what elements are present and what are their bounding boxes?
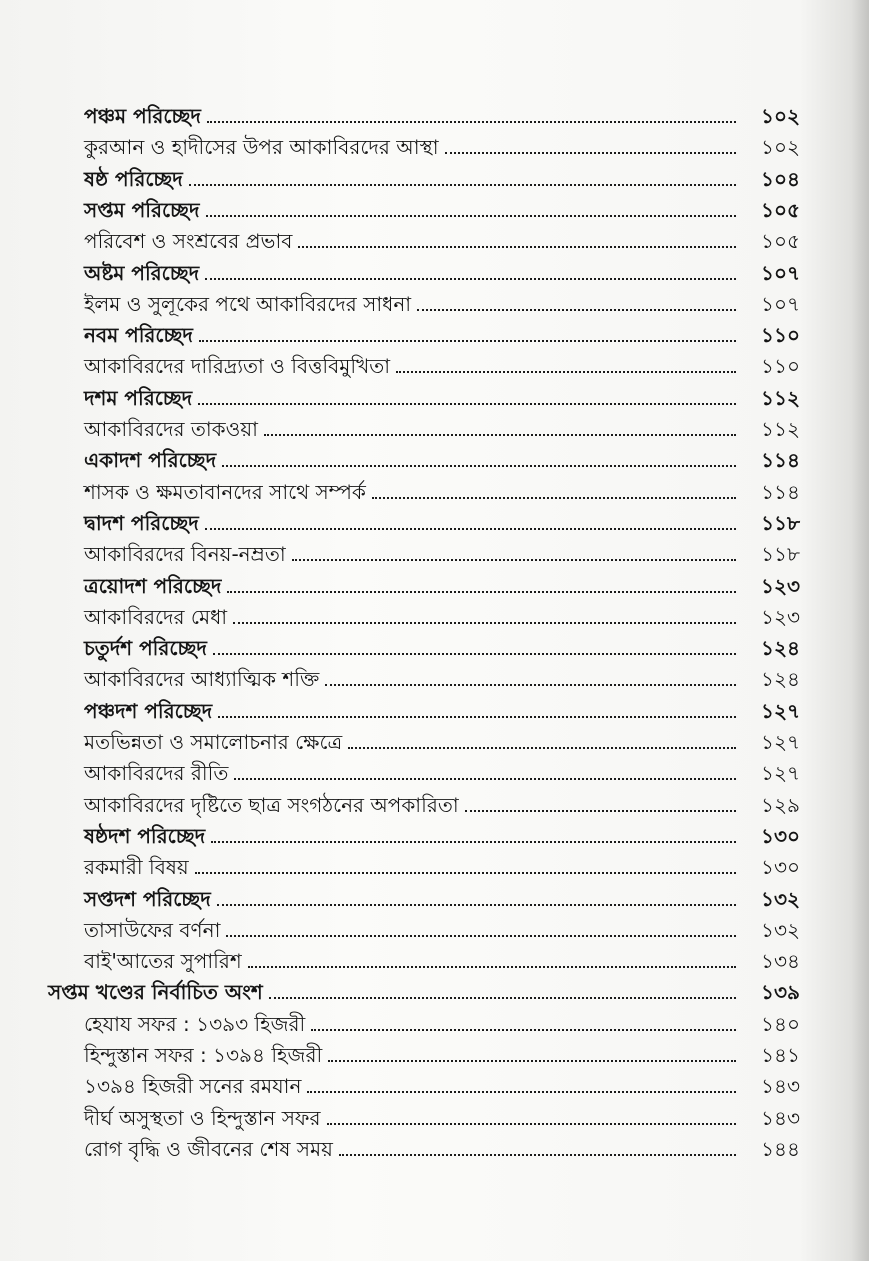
toc-entry (84, 692, 800, 724)
toc-entry (84, 660, 800, 692)
toc-entry-page-number: ১০৫ (761, 229, 800, 253)
toc-entry-title: হেযায সফর : ১৩৯৩ হিজরী (84, 1012, 306, 1036)
dot-leader (227, 591, 736, 593)
toc-entry-page-number: ১১৮ (761, 511, 800, 535)
toc-entry-title: আকাবিরদের আধ্যাত্মিক শক্তি (84, 667, 320, 691)
dot-leader (211, 841, 736, 843)
toc-entry (84, 1067, 800, 1099)
toc-entry (84, 567, 800, 599)
toc-entry-page-number: ১০৪ (761, 167, 800, 191)
dot-leader (417, 309, 736, 311)
toc-entry (84, 191, 800, 223)
dot-leader (348, 747, 736, 749)
dot-leader (264, 434, 736, 436)
toc-entry (84, 473, 800, 505)
dot-leader (195, 872, 736, 874)
toc-entry-page-number: ১১০ (761, 354, 800, 378)
dot-leader (328, 1060, 736, 1062)
dot-leader (189, 184, 736, 186)
dot-leader (213, 653, 736, 655)
toc-entry-page-number: ১০২ (761, 135, 800, 159)
toc-entry-page-number: ১১৪ (761, 480, 800, 504)
toc-entry-title: দশম পরিচ্ছেদ (84, 386, 193, 410)
toc-entry-page-number: ১৪৩ (761, 1074, 800, 1098)
toc-entry (84, 160, 800, 192)
toc-entry (84, 254, 800, 286)
toc-entry-title: আকাবিরদের বিনয়-নম্রতা (84, 542, 286, 566)
toc-entry-title: অষ্টম পরিচ্ছেদ (84, 261, 200, 285)
toc-entry-title: ষষ্ঠদশ পরিচ্ছেদ (84, 824, 206, 848)
toc-entry (84, 629, 800, 661)
dot-leader (198, 403, 736, 405)
toc-entry (84, 598, 800, 630)
dot-leader (234, 778, 736, 780)
toc-entry-page-number: ১২৭ (761, 730, 800, 754)
toc-entry-title: আকাবিরদের দারিদ্র্যতা ও বিত্তবিমুখিতা (84, 354, 391, 378)
toc-entry-title: চতুর্দশ পরিচ্ছেদ (84, 636, 207, 660)
dot-leader (217, 904, 736, 906)
toc-entry (84, 848, 800, 880)
dot-leader (222, 465, 736, 467)
toc-entry-title: হিন্দুস্তান সফর : ১৩৯৪ হিজরী (84, 1043, 323, 1067)
toc-entry (84, 942, 800, 974)
toc-entry (84, 97, 800, 129)
toc-entry-title: পঞ্চম পরিচ্ছেদ (84, 104, 201, 128)
toc-entry (84, 1130, 800, 1162)
toc-entry-page-number: ১২৪ (761, 667, 800, 691)
toc-entry (84, 316, 800, 348)
toc-entry-page-number: ১৪৪ (761, 1137, 800, 1161)
toc-entry-page-number: ১১০ (761, 323, 800, 347)
toc-entry-title: পঞ্চদশ পরিচ্ছেদ (84, 699, 213, 723)
toc-entry (84, 441, 800, 473)
toc-entry-title: সপ্তদশ পরিচ্ছেদ (84, 887, 211, 911)
toc-entry-title: আকাবিরদের দৃষ্টিতে ছাত্র সংগঠনের অপকারিতা (84, 793, 459, 817)
dot-leader (292, 559, 736, 561)
dot-leader (465, 810, 736, 812)
dot-leader (298, 246, 736, 248)
toc-entry (84, 1005, 800, 1037)
toc-entry (84, 285, 800, 317)
toc-entry (84, 379, 800, 411)
toc-entry-title: সপ্তম খণ্ডের নির্বাচিত অংশ (48, 980, 263, 1004)
toc-entry-title: নবম পরিচ্ছেদ (84, 323, 193, 347)
toc-entry-title: কুরআন ও হাদীসের উপর আকাবিরদের আস্থা (84, 135, 439, 159)
dot-leader (218, 716, 736, 718)
dot-leader (269, 997, 736, 999)
toc-entry (84, 911, 800, 943)
toc-entry (84, 786, 800, 818)
dot-leader (327, 1123, 736, 1125)
dot-leader (207, 121, 736, 123)
dot-leader (206, 215, 737, 217)
toc-entry (84, 128, 800, 160)
toc-entry-page-number: ১১২ (761, 386, 800, 410)
toc-entry-page-number: ১২৭ (761, 699, 800, 723)
dot-leader (339, 1154, 736, 1156)
dot-leader (325, 684, 736, 686)
dot-leader (307, 1091, 736, 1093)
toc-entry (84, 347, 800, 379)
toc-entry-page-number: ১০৭ (761, 261, 800, 285)
toc-entry-title: ইলম ও সুলূকের পথে আকাবিরদের সাধনা (84, 292, 412, 316)
dot-leader (226, 935, 736, 937)
toc-entry-title: দ্বাদশ পরিচ্ছেদ (84, 511, 199, 535)
toc-entry-page-number: ১৪১ (761, 1043, 800, 1067)
toc-entry-title: তাসাউফের বর্ণনা (84, 918, 221, 942)
toc-entry (84, 504, 800, 536)
toc-entry-page-number: ১০৫ (761, 198, 800, 222)
dot-leader (445, 152, 736, 154)
toc-entry-page-number: ১১২ (761, 417, 800, 441)
page-edge-shadow (851, 0, 869, 1261)
dot-leader (372, 497, 736, 499)
toc-entry-title: রকমারী বিষয় (84, 855, 189, 879)
toc-entry-title: একাদশ পরিচ্ছেদ (84, 448, 217, 472)
dot-leader (396, 371, 736, 373)
toc-entry-title: আকাবিরদের রীতি (84, 761, 229, 785)
toc-entry-title: মতভিন্নতা ও সমালোচনার ক্ষেত্রে (84, 730, 343, 754)
toc-entry (84, 1099, 800, 1131)
toc-section-entry (48, 973, 800, 1005)
toc-entry-page-number: ১২৩ (761, 574, 800, 598)
toc-entry-title: শাসক ও ক্ষমতাবানদের সাথে সম্পর্ক (84, 480, 366, 504)
toc-entry-page-number: ১১৪ (761, 448, 800, 472)
toc-entry-page-number: ১০২ (761, 104, 800, 128)
toc-entry-page-number: ১২৯ (761, 793, 800, 817)
dot-leader (199, 340, 736, 342)
toc-entry-title: পরিবেশ ও সংশ্রবের প্রভাব (84, 229, 293, 253)
toc-entry-page-number: ১৩০ (761, 824, 800, 848)
toc-entry-title: দীর্ঘ অসুস্থতা ও হিন্দুস্তান সফর (84, 1106, 321, 1130)
toc-entry-title: ত্রয়োদশ পরিচ্ছেদ (84, 574, 222, 598)
toc-entry-page-number: ১৩৯ (761, 980, 800, 1004)
toc-entry-page-number: ১২৪ (761, 636, 800, 660)
toc-entry (84, 723, 800, 755)
toc-entry-page-number: ১০৭ (761, 292, 800, 316)
dot-leader (233, 622, 736, 624)
toc-entry-title: সপ্তম পরিচ্ছেদ (84, 198, 200, 222)
toc-entry-title: ষষ্ঠ পরিচ্ছেদ (84, 167, 183, 191)
dot-leader (205, 278, 736, 280)
toc-entry-title: রোগ বৃদ্ধি ও জীবনের শেষ সময় (84, 1137, 333, 1161)
toc-entry-title: ১৩৯৪ হিজরী সনের রমযান (84, 1074, 302, 1098)
toc-entry (84, 410, 800, 442)
dot-leader (311, 1029, 736, 1031)
toc-entry-page-number: ১২৭ (761, 761, 800, 785)
toc-entry (84, 1036, 800, 1068)
toc-entry-page-number: ১৩৪ (761, 949, 800, 973)
dot-leader (205, 528, 736, 530)
toc-entry-page-number: ১২৩ (761, 605, 800, 629)
toc-entry-title: আকাবিরদের মেধা (84, 605, 228, 629)
dot-leader (248, 966, 736, 968)
toc-entry (84, 880, 800, 912)
toc-entry (84, 817, 800, 849)
toc-entry-page-number: ১৪০ (761, 1012, 800, 1036)
toc-entry-title: আকাবিরদের তাকওয়া (84, 417, 258, 441)
toc-entry (84, 222, 800, 254)
toc-entry-page-number: ১১৮ (761, 542, 800, 566)
toc-entry (84, 754, 800, 786)
toc-entry-title: বাই'আতের সুপারিশ (84, 949, 242, 973)
toc-entry-page-number: ১৪৩ (761, 1106, 800, 1130)
toc-entry-page-number: ১৩২ (761, 918, 800, 942)
toc-entry-page-number: ১৩২ (761, 887, 800, 911)
toc-entry-page-number: ১৩০ (761, 855, 800, 879)
toc-entry (84, 535, 800, 567)
